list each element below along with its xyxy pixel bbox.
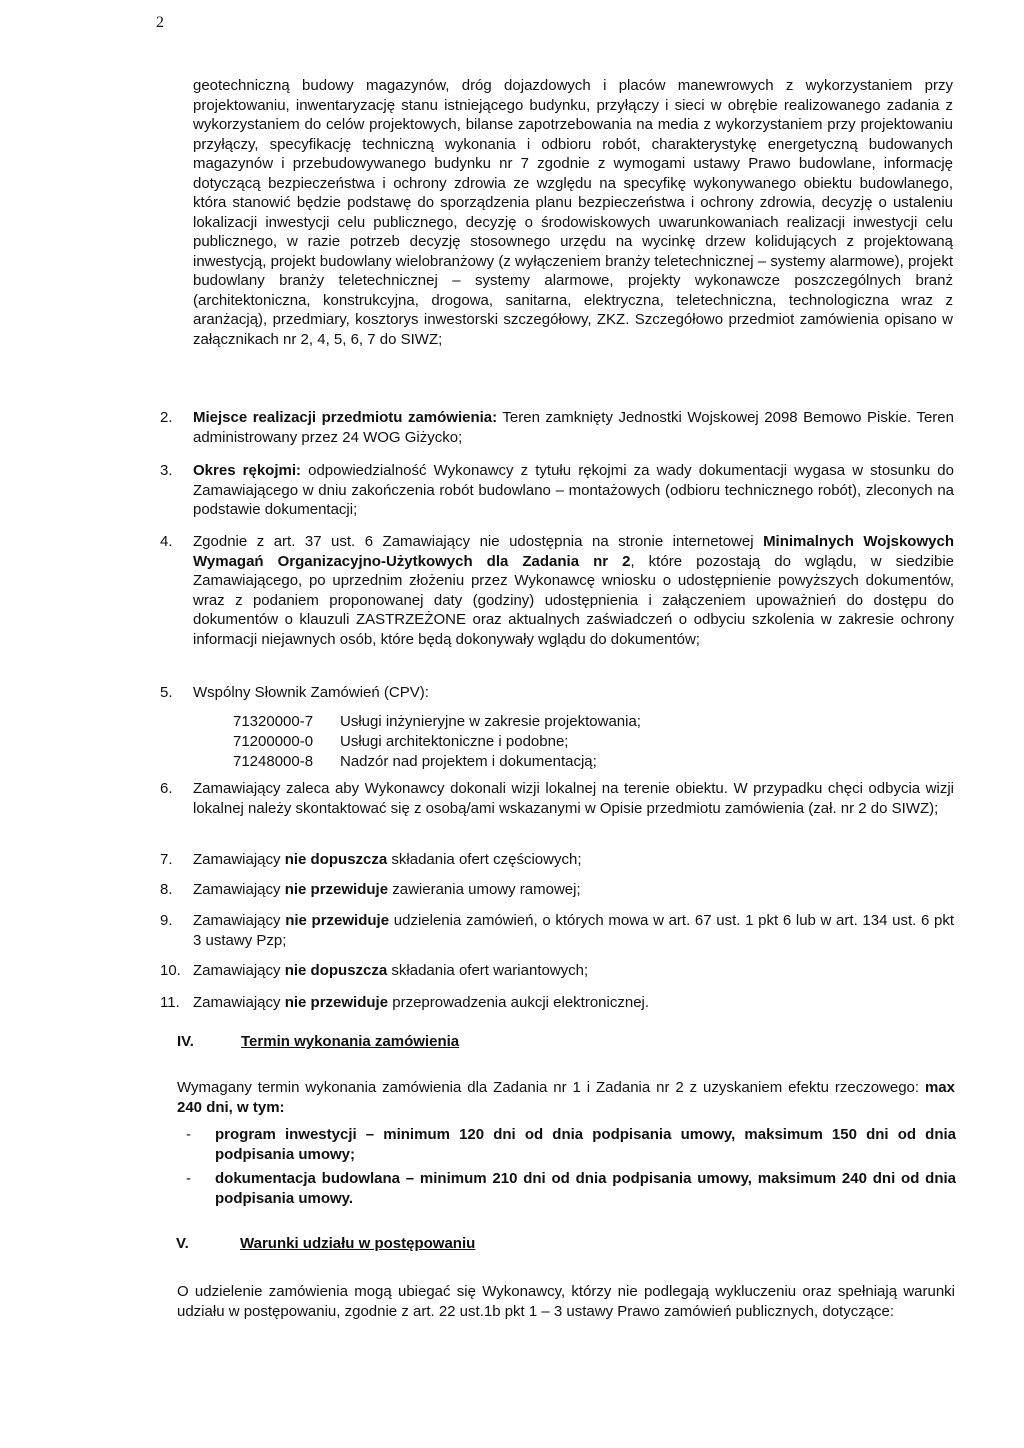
list-item-body <box>193 408 954 447</box>
list-item-body: Zamawiający zaleca aby Wykonawcy dokonali wizji lokalnej na terenie obiektu. W przypadku chęci odbycia wizji lokalnej należy skontaktować się z osobą/ami wskazanymi w Opisie przedmiotu zamówienia (zał. nr 2 do SIWZ); <box>193 780 954 817</box>
list-item-body <box>193 993 954 1013</box>
list-item-2 <box>160 408 954 447</box>
list-item-number: 2. <box>160 409 173 426</box>
section-iv-paragraph <box>177 1078 955 1117</box>
cpv-code: 71200000-0 <box>233 733 314 750</box>
cpv-row <box>233 712 641 732</box>
dash-bullet: - <box>186 1126 191 1143</box>
list-item-pre: Zamawiający <box>193 912 286 929</box>
list-item-bold: Miejsce realizacji przedmiotu zamówienia: <box>193 409 498 426</box>
list-item-body: Wspólny Słownik Zamówień (CPV): <box>193 684 429 701</box>
list-item-text: odpowiedzialność Wykonawcy z tytułu rękojmi za wady dokumentacji wygasa w stosunku do Zamawiającego w dniu zakończenia robót budowlano – montażowych (odbioru technicznego robót), zleconych na podstawie dokumentacji; <box>193 462 954 518</box>
list-item-bold: nie przewiduje <box>285 912 390 929</box>
list-item-10 <box>160 961 954 981</box>
section-v-paragraph: O udzielenie zamówienia mogą ubiegać się Wykonawcy, którzy nie podlegają wykluczeniu oraz spełniają warunki udziału w postępowaniu, zgodnie z art. 22 ust.1b pkt 1 – 3 ustawy Prawo zamówień publicznych, dotyczące: <box>177 1283 955 1320</box>
list-item-body <box>193 532 954 649</box>
list-item-number: 6. <box>160 780 173 797</box>
list-item-bold: Minimalnych Wojskowych Wymagań Organizacyjno-Użytkowych dla Zadania nr 2 <box>193 533 954 570</box>
cpv-code: 71320000-7 <box>233 713 314 730</box>
list-item-text: składania ofert częściowych; <box>387 851 582 868</box>
list-item-pre: Zgodnie z art. 37 ust. 6 Zamawiający nie udostępnia na stronie internetowej <box>193 533 764 550</box>
section-title: Warunki udziału w postępowaniu <box>240 1235 476 1252</box>
paragraph-bold: max 240 dni, w tym: <box>177 1079 955 1116</box>
list-item-text: udzielenia zamówień, o których mowa w art. 67 ust. 1 pkt 6 lub w art. 134 ust. 6 pkt 3 ustawy Pzp; <box>193 912 954 949</box>
section-number: V. <box>176 1235 189 1252</box>
list-item-pre: Zamawiający <box>193 881 285 898</box>
intro-paragraph: geotechniczną budowy magazynów, dróg dojazdowych i placów manewrowych z wykorzystaniem przy projektowaniu, inwentaryzację stanu istniejącego budynku, przyłączy i sieci w obrębie realizowanego zadania z wykorzystaniem do celów projektowych, bilanse zapotrzebowania na media z wykorzystaniem przy projektowaniu przyłączy, specyfikację techniczną wykonania i odbioru robót, charakterystykę energetyczną budowanych magazynów i przebudowywanego budynku nr 7 zgodnie z wymogami ustawy Prawo budowlane, informację dotyczącą bezpieczeństwa i ochrony zdrowia ze względu na specyfikę wykonywanego obiektu budowlanego, która stanowić będzie podstawę do sporządzenia planu bezpieczeństwa i ochrony zdrowia, decyzję o ustaleniu lokalizacji inwestycji celu publicznego, decyzję o środowiskowych uwarunkowaniach realizacji inwestycji celu publicznego, w razie potrzeb decyzję stosownego urzędu na wycinkę drzew kolidujących z projektowaną inwestycją, projekt budowlany wielobranżowy (z wyłączeniem branży teletechnicznej – systemy alarmowe), projekt budowlany branży teletechnicznej – systemy alarmowe, projekty wykonawcze poszczególnych branż (architektoniczna, konstrukcyjna, drogowa, sanitarna, elektryczna, teletechniczna, technologiczna wraz z aranżacją), przedmiary, kosztorys inwestorski szczegółowy, ZKZ. Szczegółowo przedmiot zamówienia opisano w załącznikach nr 2, 4, 5, 6, 7 do SIWZ; <box>193 77 953 348</box>
list-item-4 <box>160 532 954 649</box>
list-item-11 <box>160 993 954 1013</box>
list-item-number: 9. <box>160 912 173 929</box>
page-number: 2 <box>156 14 164 31</box>
list-item-number: 4. <box>160 533 173 550</box>
list-item-number: 7. <box>160 851 173 868</box>
section-title: Termin wykonania zamówienia <box>241 1033 460 1050</box>
list-item-3 <box>160 461 954 520</box>
list-item-body <box>193 850 954 870</box>
list-item-7 <box>160 850 954 870</box>
list-item-pre: Zamawiający <box>193 994 285 1011</box>
list-item-text: , które pozostają do wglądu, w siedzibie Zamawiającego, po uprzednim złożeniu przez Wykonawcę wniosku o udostępnienie powyższych dokumentów, wraz z podaniem proponowanej daty (godziny) udostępnienia i załączeniem upoważnień do dostępu do dokumentów o klauzuli ZASTRZEŻONE oraz aktualnych zaświadczeń o odbyciu szkolenia w zakresie ochrony informacji niejawnych osób, które będą dokonywały wglądu do dokumentów; <box>193 552 954 648</box>
dash-bullet: - <box>186 1170 191 1187</box>
list-item-bold: Okres rękojmi: <box>193 462 301 479</box>
list-item-body <box>193 880 954 900</box>
list-item-6 <box>160 779 954 818</box>
cpv-row <box>233 732 641 752</box>
list-item-text: zawierania umowy ramowej; <box>388 881 581 898</box>
list-item-5 <box>160 683 954 703</box>
list-item-number: 10. <box>160 962 181 979</box>
list-item-bold: nie dopuszcza <box>284 962 388 979</box>
dash-item-text: program inwestycji – minimum 120 dni od dnia podpisania umowy, maksimum 150 dni od dnia podpisania umowy; <box>215 1126 956 1163</box>
list-item-bold: nie przewiduje <box>284 994 389 1011</box>
cpv-code: 71248000-8 <box>233 753 314 770</box>
list-item-8 <box>160 880 954 900</box>
list-item-number: 5. <box>160 684 173 701</box>
list-item-body <box>193 461 954 520</box>
list-item-text: składania ofert wariantowych; <box>387 962 589 979</box>
cpv-label: Nadzór nad projektem i dokumentacją; <box>340 753 597 770</box>
dash-item-program <box>186 1125 956 1165</box>
list-item-text: przeprowadzenia aukcji elektronicznej. <box>388 994 650 1011</box>
list-item-number: 3. <box>160 462 173 479</box>
list-item-text: Teren zamknięty Jednostki Wojskowej 2098 Bemowo Piskie. Teren administrowany przez 24 WOG Giżycko; <box>193 409 954 446</box>
dash-item-documentation <box>186 1169 956 1209</box>
list-item-body <box>193 911 954 950</box>
list-item-pre: Zamawiający <box>193 851 285 868</box>
cpv-row <box>233 752 641 772</box>
cpv-label: Usługi inżynieryjne w zakresie projektowania; <box>340 713 641 730</box>
dash-item-text: dokumentacja budowlana – minimum 210 dni od dnia podpisania umowy, maksimum 240 dni od dnia podpisania umowy. <box>215 1170 956 1207</box>
cpv-label: Usługi architektoniczne i podobne; <box>340 733 569 750</box>
list-item-body <box>193 961 954 981</box>
cpv-list <box>233 712 641 772</box>
list-item-number: 11. <box>160 994 180 1011</box>
paragraph-text: Wymagany termin wykonania zamówienia dla Zadania nr 1 i Zadania nr 2 z uzyskaniem efektu rzeczowego: <box>177 1079 925 1096</box>
list-item-9 <box>160 911 954 950</box>
list-item-bold: nie przewiduje <box>284 881 389 898</box>
list-item-number: 8. <box>160 881 173 898</box>
list-item-pre: Zamawiający <box>193 962 285 979</box>
list-item-bold: nie dopuszcza <box>284 851 388 868</box>
section-number: IV. <box>177 1033 194 1050</box>
